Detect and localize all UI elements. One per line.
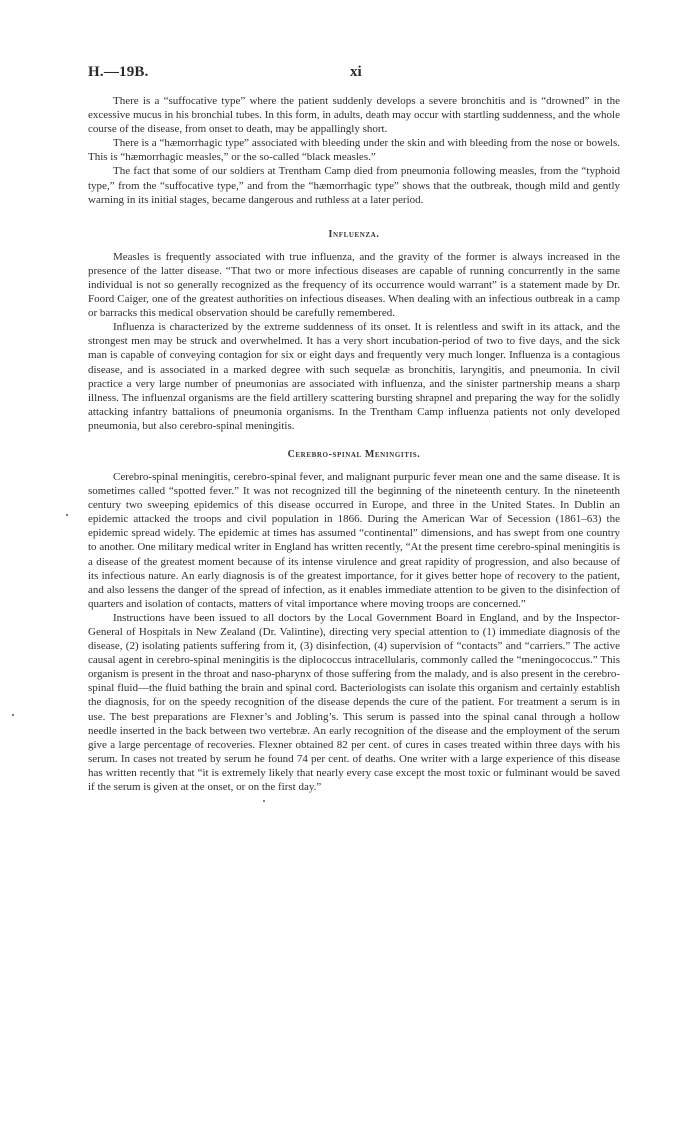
influenza-paragraph: Influenza is characterized by the extreme suddenness of its onset. It is relentless and swift in its attack, and the strongest men may be struck and overwhelmed. It has a very short incubation-period of two to five days, and the sick man is capable of conveying contagion for six or eight days and frequently very much longer. Influenza is a contagious disease, and is associated in a marked degree with such sequelæ as bronchitis, laryngitis, and pneumonia. In civil practice a very large number of pneumonias are associated with influenza, and the sinister partnership means a sharp illness. The influenzal organisms are the field artillery scattering bursting shrapnel and preparing the way for the solidly attacking infantry battalions of pneumonia organisms. In the Trentham Camp influenza patients not only developed pneumonia, but also cerebro-spinal meningitis.: [88, 321, 620, 432]
measles-paragraph: There is a “suffocative type” where the patient suddenly develops a severe bronchitis and is “drowned” in the excessive mucus in his bronchial tubes. In this form, in adults, death may occur with startling suddenness, and the whole course of the disease, from onset to death, may be appallingly short.: [88, 95, 620, 136]
scan-speck: [12, 714, 14, 716]
section-heading-influenza: Influenza.: [328, 228, 380, 240]
influenza-paragraph: Measles is frequently associated with true influenza, and the gravity of the former is always increased in the presence of the latter disease. “That two or more infectious diseases are capable of running concurrently in the same individual is not so generally recognized as the frequency of its occurrence would warrant” is a statement made by Dr. Foord Caiger, one of the greatest authorities on infectious diseases. When dealing with an infectious outbreak in a camp or barracks this medical observation should be carefully remembered.: [88, 250, 620, 320]
measles-paragraph: There is a “hæmorrhagic type” associated with bleeding under the skin and with bleeding from the nose or bowels. This is “hæmorrhagic measles,” or the so-called “black measles.”: [88, 137, 620, 164]
meningitis-paragraph: Instructions have been issued to all doctors by the Local Government Board in England, and by the Inspector-General of Hospitals in New Zealand (Dr. Valintine), directing very special attention to (1) immediate diagnosis of the disease, (2) isolating patients suffering from it, (3) disinfection, (4) supervision of “contacts” and “carriers.” The active causal agent in cerebro-spinal meningitis is the diplococcus intracellularis, commonly called the “meningococcus.” This organism is present in the throat and naso-pharynx of those suffering from the malady, and is also present in the cerebro-spinal fluid—the fluid bathing the brain and spinal cord. Bacteriologists can isolate this organism and certainly establish the diagnosis, for on the speedy recognition of the disease depends the cure of the patient. For treatment a serum is in use. The best preparations are Flexner’s and Jobling’s. This serum is passed into the spinal canal through a hollow needle inserted in the back between two vertebræ. An early recognition of the disease and the employment of the serum give a large percentage of recoveries. Flexner obtained 82 per cent. of cures in cases treated within three days with his serum. In cases not treated by serum he found 74 per cent. of deaths. One writer with a large experience of this disease has written recently that “it is extremely likely that nearly every case except the most toxic or fulminant would be saved if the serum is given at the onset, or on the first day.”: [88, 611, 620, 794]
meningitis-paragraph: Cerebro-spinal meningitis, cerebro-spinal fever, and malignant purpuric fever mean one and the same disease. It is sometimes called “spotted fever.” It was not recognized till the beginning of the nineteenth century. In the nineteenth century two sweeping epidemics of this disease occurred in Europe, and three in the United States. In Dublin an epidemic attacked the troops and civil population in 1866. During the American War of Secession (1861–63) the epidemic spread widely. The epidemic at times has assumed “continental” dimensions, and has swept from one country to another. One military medical writer in England has written recently, “At the present time cerebro-spinal meningitis is a disease of the greatest moment because of its intense virulence and great rapidity of progression, and also because of its infectious nature. An early diagnosis is of the greatest importance, for it gives better hope of recovery to the patient, and also lessens the danger of the spread of infection, as it enables immediate attention to be given to the disinfection of quarters and isolation of contacts, matters of vital importance where moving troops are concerned.”: [88, 470, 620, 610]
page-reference: H.—19B.: [88, 64, 149, 80]
scan-speck: [66, 514, 68, 516]
scan-speck: [263, 800, 265, 802]
body-text: [88, 94, 620, 794]
running-head: [88, 64, 620, 84]
section-heading-cerebro-spinal-meningitis: Cerebro-spinal Meningitis.: [287, 448, 421, 460]
measles-paragraph: The fact that some of our soldiers at Trentham Camp died from pneumonia following measles, from the “typhoid type,” from the “suffocative type,” and from the “hæmorrhagic type” shows that the outbreak, though mild and gently warning in its initial stages, became dangerous and ruthless at a later period.: [88, 165, 620, 206]
page-number: xi: [350, 64, 362, 80]
